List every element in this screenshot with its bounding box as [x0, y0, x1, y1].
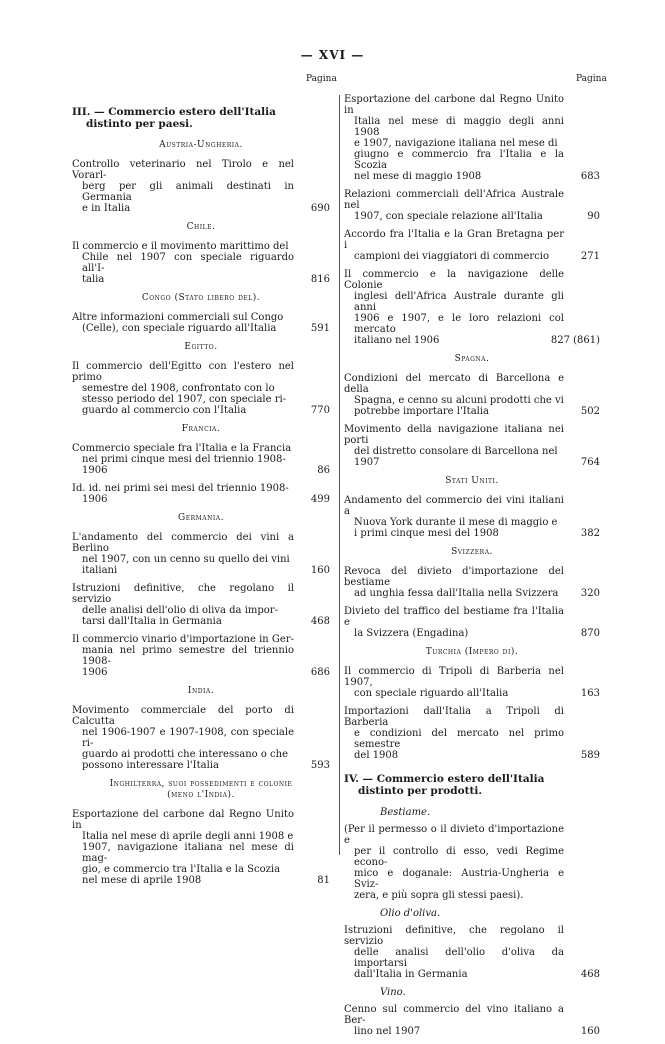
section-title-line: distinto per prodotti.	[358, 785, 483, 797]
index-entry-body	[344, 495, 600, 539]
page-reference: 764	[580, 457, 600, 468]
index-entry	[344, 666, 600, 699]
index-entry-line: giugno e commercio fra l'Italia e la Scozia	[354, 149, 564, 171]
index-entry-line: 1907, con speciale relazione all'Italia	[354, 211, 543, 222]
country-heading-text: Francia.	[181, 424, 221, 434]
index-entry-line: Esportazione del carbone dal Regno Unito in	[72, 809, 294, 831]
country-heading-text: India.	[187, 686, 215, 696]
country-heading	[72, 686, 330, 697]
index-entry	[72, 634, 330, 678]
page-reference: 468	[310, 616, 330, 627]
product-heading: Olio d'oliva.	[380, 908, 441, 919]
country-heading-text: Congo (Stato libero del).	[141, 293, 261, 303]
index-entry-body	[72, 241, 330, 285]
index-entry-line: zera, e più sopra gli stessi paesi).	[354, 890, 524, 901]
index-entry-line: Revoca del divieto d'importazione del bestiame	[344, 566, 564, 588]
index-entry	[72, 583, 330, 627]
index-entry-line: dall'Italia in Germania	[354, 969, 468, 980]
index-entry	[72, 241, 330, 285]
index-entry	[344, 229, 600, 262]
column-header-right: Pagina	[576, 74, 607, 84]
country-heading	[344, 647, 600, 658]
index-entry-line: guardo ai prodotti che interessano o che	[82, 749, 288, 760]
country-heading	[72, 140, 330, 151]
index-entry	[344, 606, 600, 639]
country-heading-subtext: (meno l'India).	[167, 790, 235, 800]
index-entry-line: potrebbe importare l'Italia	[354, 406, 490, 417]
index-entry	[344, 94, 600, 182]
index-entry-line: Divieto del traffico del bestiame fra l'Italia e	[344, 606, 564, 628]
index-entry	[72, 159, 330, 214]
index-entry-line: 1906 e 1907, e le loro relazioni col mercato	[354, 313, 564, 335]
index-entry-line: i primi cinque mesi del 1908	[354, 528, 499, 539]
index-entry-line: delle analisi dell'olio di oliva da impor-	[82, 605, 278, 616]
index-entry-line: Esportazione del carbone dal Regno Unito in	[344, 94, 564, 116]
index-entry-line: 1907	[354, 457, 380, 468]
page-number: — XVI —	[300, 48, 365, 62]
index-entry-body	[72, 809, 330, 886]
index-entry-line: Il commercio vinario d'importazione in Ger-	[72, 634, 294, 645]
page-reference: 870	[580, 628, 600, 639]
index-entry-body	[72, 312, 330, 334]
country-heading	[72, 424, 330, 435]
country-heading	[72, 222, 330, 233]
page-reference: 683	[580, 171, 600, 182]
product-heading: Vino.	[380, 987, 406, 998]
country-heading-text: Inghilterra, suoi possedimenti e colonie	[109, 779, 293, 789]
index-entry-line: la Svizzera (Engadina)	[354, 628, 469, 639]
page-reference: 499	[310, 494, 330, 505]
index-entry-line: berg per gli animali destinati in Germania	[82, 181, 294, 203]
index-entry-line: possono interessare l'Italia	[82, 760, 219, 771]
index-entry-line: Importazioni dall'Italia a Tripoli di Barberia	[344, 706, 564, 728]
section-title-line: IV. — Commercio estero dell'Italia	[344, 773, 545, 785]
product-heading: Bestiame.	[380, 807, 431, 818]
index-entry-line: Spagna, e cenno su alcuni prodotti che vi	[354, 395, 564, 406]
index-entry-line: Movimento commerciale del porto di Calcutta	[72, 705, 294, 727]
country-heading	[72, 513, 330, 524]
index-entry-line: nei primi cinque mesi del triennio 1908-	[82, 454, 286, 465]
index-entry-line: stesso periodo del 1907, con speciale ri-	[82, 394, 287, 405]
section-title-line: distinto per paesi.	[86, 118, 193, 130]
country-heading	[344, 547, 600, 558]
index-entry	[72, 483, 330, 505]
index-entry-line: Movimento della navigazione italiana nei porti	[344, 424, 564, 446]
index-entry-line: italiano nel 1906	[354, 335, 440, 346]
page-reference: 770	[310, 405, 330, 416]
index-entry-line: per il controllo di esso, vedi Regime econo-	[354, 846, 564, 868]
country-heading	[344, 476, 600, 487]
page-reference: 163	[580, 688, 600, 699]
index-entry-line: Condizioni del mercato di Barcellona e della	[344, 373, 564, 395]
country-heading	[72, 779, 330, 801]
index-entry	[344, 824, 600, 901]
page-reference: 468	[580, 969, 600, 980]
index-entry-body	[72, 159, 330, 214]
index-entry-line: Istruzioni definitive, che regolano il servizio	[72, 583, 294, 605]
index-entry-body	[344, 1004, 600, 1037]
index-entry-body	[344, 269, 600, 346]
index-entry-line: semestre del 1908, confrontato con lo	[82, 383, 275, 394]
index-entry-line: Accordo fra l'Italia e la Gran Bretagna per i	[344, 229, 564, 251]
index-entry	[344, 424, 600, 468]
index-entry-body	[344, 706, 600, 761]
index-entry-body	[72, 634, 330, 678]
index-entry-body	[344, 373, 600, 417]
page-reference: 271	[580, 251, 600, 262]
index-entry-body	[344, 229, 600, 262]
page-reference: 589	[580, 750, 600, 761]
index-entry-body	[72, 361, 330, 416]
page-reference: 86	[317, 465, 330, 476]
country-heading	[344, 354, 600, 365]
index-entry	[72, 809, 330, 886]
index-entry	[344, 269, 600, 346]
index-entry-line: con speciale riguardo all'Italia	[354, 688, 509, 699]
index-entry-line: Id. id. nei primi sei mesi del triennio 1908-	[72, 483, 289, 494]
index-entry-body	[72, 705, 330, 771]
index-entry-body	[344, 94, 600, 182]
index-entry-line: 1906	[82, 667, 108, 678]
country-heading-text: Turchia (Impero di).	[425, 647, 519, 657]
page-reference: 160	[310, 565, 330, 576]
index-entry-line: Italia nel mese di aprile degli anni 1908 e	[82, 831, 294, 842]
index-entry	[72, 361, 330, 416]
index-entry-line: Italia nel mese di maggio degli anni 1908	[354, 116, 564, 138]
index-entry-line: 1907, navigazione italiana nel mese di mag-	[82, 842, 294, 864]
index-entry	[344, 925, 600, 980]
index-entry-body	[344, 189, 600, 222]
index-entry-line: Istruzioni definitive, che regolano il servizio	[344, 925, 564, 947]
index-entry-line: campioni dei viaggiatori di commercio	[354, 251, 550, 262]
page-reference: 591	[310, 323, 330, 334]
index-entry	[344, 189, 600, 222]
index-entry	[344, 706, 600, 761]
index-entry-line: Cenno sul commercio del vino italiano a Ber-	[344, 1004, 564, 1026]
index-entry-body	[72, 443, 330, 476]
country-heading-text: Spagna.	[454, 354, 490, 364]
index-entry-body	[344, 925, 600, 980]
index-entry-line: 1906	[82, 494, 108, 505]
index-entry-line: Andamento del commercio dei vini italiani a	[344, 495, 564, 517]
column-header-left: Pagina	[306, 74, 337, 84]
index-entry	[72, 443, 330, 476]
page-reference: 382	[580, 528, 600, 539]
page-reference: 690	[310, 203, 330, 214]
country-heading	[72, 342, 330, 353]
index-entry-line: guardo al commercio con l'Italia	[82, 405, 247, 416]
index-entry	[72, 312, 330, 334]
index-entry-line: delle analisi dell'olio d'oliva da importarsi	[354, 947, 564, 969]
index-entry-line: Relazioni commerciali dell'Africa Australe nel	[344, 189, 564, 211]
index-entry-line: nel mese di maggio 1908	[354, 171, 482, 182]
index-entry-line: Altre informazioni commerciali sul Congo	[72, 312, 284, 323]
section-title	[344, 773, 600, 797]
page-reference: 502	[580, 406, 600, 417]
country-heading	[72, 293, 330, 304]
index-entry-line: 1906	[82, 465, 108, 476]
index-entry-body	[344, 824, 600, 901]
index-entry-line: e condizioni del mercato nel primo semestre	[354, 728, 564, 750]
country-heading-text: Austria-Ungheria.	[159, 140, 243, 150]
index-entry-line: Il commercio e la navigazione delle Colonie	[344, 269, 564, 291]
index-entry-line: Chile nel 1907 con speciale riguardo all'I-	[82, 252, 294, 274]
index-entry-line: (Celle), con speciale riguardo all'Italia	[82, 323, 277, 334]
country-heading-text: Stati Uniti.	[445, 476, 499, 486]
index-entry-line: nel 1906-1907 e 1907-1908, con speciale ri-	[82, 727, 294, 749]
index-entry-line: talia	[82, 274, 105, 285]
index-entry-line: e in Italia	[82, 203, 131, 214]
index-entry-line: Commercio speciale fra l'Italia e la Francia	[72, 443, 292, 454]
index-entry-line: inglesi dell'Africa Australe durante gli anni	[354, 291, 564, 313]
index-entry	[72, 532, 330, 576]
index-entry	[72, 705, 330, 771]
index-entry-body	[72, 483, 330, 505]
index-entry-line: Il commercio dell'Egitto con l'estero nel primo	[72, 361, 294, 383]
index-entry-line: e 1907, navigazione italiana nel mese di	[354, 138, 558, 149]
index-entry-line: ad unghia fessa dall'Italia nella Svizzera	[354, 588, 559, 599]
column-divider	[339, 95, 340, 855]
index-entry-line: Nuova York durante il mese di maggio e	[354, 517, 558, 528]
index-entry-body	[72, 583, 330, 627]
page-reference: 816	[310, 274, 330, 285]
index-entry-body	[72, 532, 330, 576]
index-entry-line: italiani	[82, 565, 118, 576]
country-heading-text: Egitto.	[184, 342, 218, 352]
index-entry-line: Il commercio e il movimento marittimo del	[72, 241, 289, 252]
page-reference: 593	[310, 760, 330, 771]
page-reference: 827 (861)	[550, 335, 600, 346]
index-entry-line: del distretto consolare di Barcellona nel	[354, 446, 558, 457]
page-reference: 320	[580, 588, 600, 599]
section-title-line: III. — Commercio estero dell'Italia	[72, 106, 276, 118]
index-entry-line: lino nel 1907	[354, 1026, 421, 1037]
index-entry	[344, 1004, 600, 1037]
index-entry	[344, 566, 600, 599]
page-reference: 160	[580, 1026, 600, 1037]
country-heading-text: Germania.	[178, 513, 224, 523]
index-entry-line: Controllo veterinario nel Tirolo e nel Vorarl-	[72, 159, 294, 181]
country-heading-text: Svizzera.	[451, 547, 493, 557]
index-entry-body	[344, 424, 600, 468]
index-entry-line: nel 1907, con un cenno su quello dei vini	[82, 554, 290, 565]
index-entry-body	[344, 566, 600, 599]
index-entry-line: tarsi dall'Italia in Germania	[82, 616, 222, 627]
page-reference: 81	[317, 875, 330, 886]
section-title	[72, 106, 330, 130]
index-entry-body	[344, 606, 600, 639]
index-entry-line: nel mese di aprile 1908	[82, 875, 202, 886]
right-column	[344, 94, 600, 1044]
index-entry-body	[344, 666, 600, 699]
country-heading-text: Chile.	[186, 222, 216, 232]
index-entry	[344, 495, 600, 539]
index-entry-line: (Per il permesso o il divieto d'importazione e	[344, 824, 564, 846]
page-reference: 686	[310, 667, 330, 678]
index-entry-line: L'andamento del commercio dei vini a Berlino	[72, 532, 294, 554]
left-column	[72, 94, 330, 893]
index-entry-line: mania nel primo semestre del triennio 1908-	[82, 645, 294, 667]
index-entry-line: Il commercio di Tripoli di Barberia nel 1907,	[344, 666, 564, 688]
index-entry	[344, 373, 600, 417]
index-entry-line: del 1908	[354, 750, 399, 761]
index-entry-line: gio, e commercio tra l'Italia e la Scozia	[82, 864, 281, 875]
index-entry-line: mico e doganale: Austria-Ungheria e Sviz-	[354, 868, 564, 890]
page-reference: 90	[587, 211, 600, 222]
